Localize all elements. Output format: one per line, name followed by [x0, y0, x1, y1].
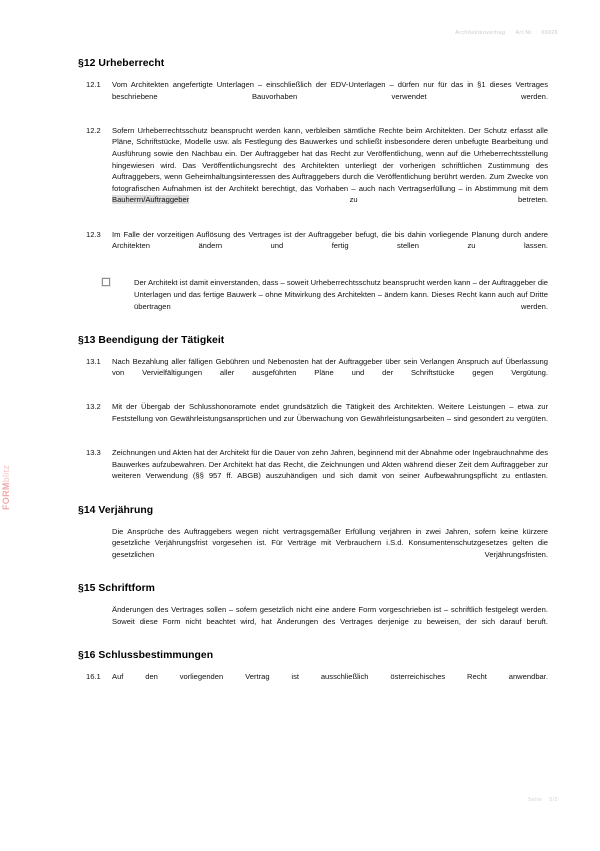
- clause-text: Zeichnungen und Akten hat der Architekt für die Dauer von zehn Jahren, beginnend mit der Abnahme oder Ingebrauchnahme des Bauwerkes aufzubewahren. Der Architekt hat das Recht, die Zeichnungen und Akten während dieser Zeit dem Auftraggeber zur weiteren Verwendung (§§ 957 ff. ABGB) auszuhändigen und sich damit von seiner Aufbewahrungspflicht zu entlasten.: [112, 448, 548, 481]
- clause-number: 16.1: [86, 671, 101, 681]
- clause-number: 13.2: [86, 402, 101, 412]
- consent-checkbox-clause[interactable]: [78, 277, 548, 323]
- section-heading-12: §12 Urheberrecht: [78, 58, 165, 69]
- footer-page-value: 5/5: [549, 797, 558, 803]
- section-heading-13: §13 Beendigung der Tätigkeit: [78, 334, 225, 346]
- highlighted-term: Bauherrn/Auftraggeber: [112, 195, 190, 205]
- watermark-brand-light: blitz: [1, 464, 11, 483]
- formblitz-watermark: [2, 420, 16, 510]
- page-header: [455, 30, 558, 36]
- clause-13-3: [78, 447, 548, 493]
- header-article-number: 06026: [541, 30, 558, 36]
- watermark-brand-strong: FORM: [1, 482, 11, 510]
- clause-text-part-after: zu betreten.: [189, 195, 548, 205]
- clause-13-1: [78, 356, 548, 391]
- clause-number: 13.1: [86, 356, 101, 366]
- paragraph-15: [78, 604, 548, 639]
- section-heading-15: §15 Schriftform: [78, 583, 155, 594]
- footer-page-label: Seite: [527, 797, 543, 803]
- clause-number: 12.1: [86, 80, 101, 89]
- paragraph-text: Änderungen des Vertrages sollen – sofern gesetzlich nicht eine andere Form vorgeschrieben ist – schriftlich festgelegt werden. Soweit diese Form nicht beachtet wird, hat Änderungen des Vertrages derjenige zu beweisen, der sich darauf beruft.: [112, 605, 548, 626]
- section-heading-14: §14 Verjährung: [78, 504, 154, 516]
- checkbox-icon[interactable]: [102, 278, 110, 286]
- clause-text: Nach Bezahlung aller fälligen Gebühren und Nebenosten hat der Auftraggeber über sein Verlangen Anspruch auf Überlassung von Vervielfältigungen aller ausgeführten Pläne und der Schriftstücke gegen Vergütung.: [112, 356, 548, 378]
- clause-text-part-before: Sofern Urheberrechtsschutz beansprucht werden kann, verbleiben sämtliche Rechte beim Architekten. Der Schutz erfasst alle Pläne, Schriftstücke, Modelle usw. als Festlegung des Bauwerkes und schließt insbesondere deren unbefugte Bearbeitung und Ausführung sowie den Nachbau ein. Der Auftraggeber hat das Recht zur Veröffentlichung, wenn auf die Urheberrechtsstellung hingewiesen wird. Das Veröffentlichungsrecht des Architekten unterliegt der vorherigen schriftlichen Zustimmung des Auftraggebers, wenn Geheimhaltungsinteressen des Auftraggebers durch die Veröffentlichung berührt werden. Zum Zwecke von fotografischen Aufnahmen ist der Architekt berechtigt, das Vorhaben – auch nach Vertragserfüllung – in Abstimmung mit dem: [112, 125, 548, 193]
- paragraph-text: Die Ansprüche des Auftraggebers wegen nicht vertragsgemäßer Erfüllung verjähren in zwei Jahren, sofern keine kürzere gesetzliche Verjährungsfrist vorgesehen ist. Für Verträge mit Verbrauchern i.S.d. Konsumentenschutzgesetzes gelten die gesetzlichen Verjährungsfristen.: [112, 526, 548, 559]
- clause-number: 12.2: [86, 125, 101, 135]
- clause-number: 13.3: [86, 448, 101, 458]
- clause-16-1: [78, 671, 548, 694]
- clause-text: Auf den vorliegenden Vertrag ist ausschließlich österreichisches Recht anwendbar.: [112, 671, 548, 681]
- checkbox-clause-text: Der Architekt ist damit einverstanden, dass – soweit Urheberrechtsschutz beansprucht werden kann – der Auftraggeber die Unterlagen und das fertige Bauwerk – ohne Mitwirkung des Architekten – ändern kann. Dieses Recht kann auch auf Dritte übertragen werden.: [134, 278, 548, 311]
- page-footer: [528, 797, 558, 803]
- document-body: [78, 58, 548, 705]
- header-article-label: Art.Nr.: [515, 30, 534, 36]
- clause-13-2: [78, 401, 548, 436]
- paragraph-14: [78, 526, 548, 572]
- clause-text: [112, 125, 548, 218]
- clause-12-1: [78, 79, 548, 114]
- header-document-title: Architektenvertrag: [455, 30, 506, 36]
- clause-12-2: [78, 125, 548, 218]
- clause-text: Mit der Übergab der Schlusshonoramote endet grundsätzlich die Tätigkeit des Architekten. Weitere Leistungen – etwa zur Feststellung von Gewährleistungsansprüchen und zur Überwachung von Gewährleistungsarbeiten – sind gesondert zu vergüten.: [112, 402, 548, 424]
- clause-12-3: [78, 229, 548, 264]
- section-heading-16: §16 Schlussbestimmungen: [78, 649, 214, 661]
- clause-text: Im Falle der vorzeitigen Auflösung des Vertrages ist der Auftraggeber befugt, die bis dahin vorliegende Planung durch andere Architekten ändern und fertig stellen zu lassen.: [112, 229, 548, 251]
- clause-text: Vom Architekten angefertigte Unterlagen – einschließlich der EDV-Unterlagen – dürfen nur für das in §1 dieses Vertrages beschriebene Bauvorhaben verwendet werden.: [112, 80, 548, 101]
- clause-number: 12.3: [86, 229, 101, 239]
